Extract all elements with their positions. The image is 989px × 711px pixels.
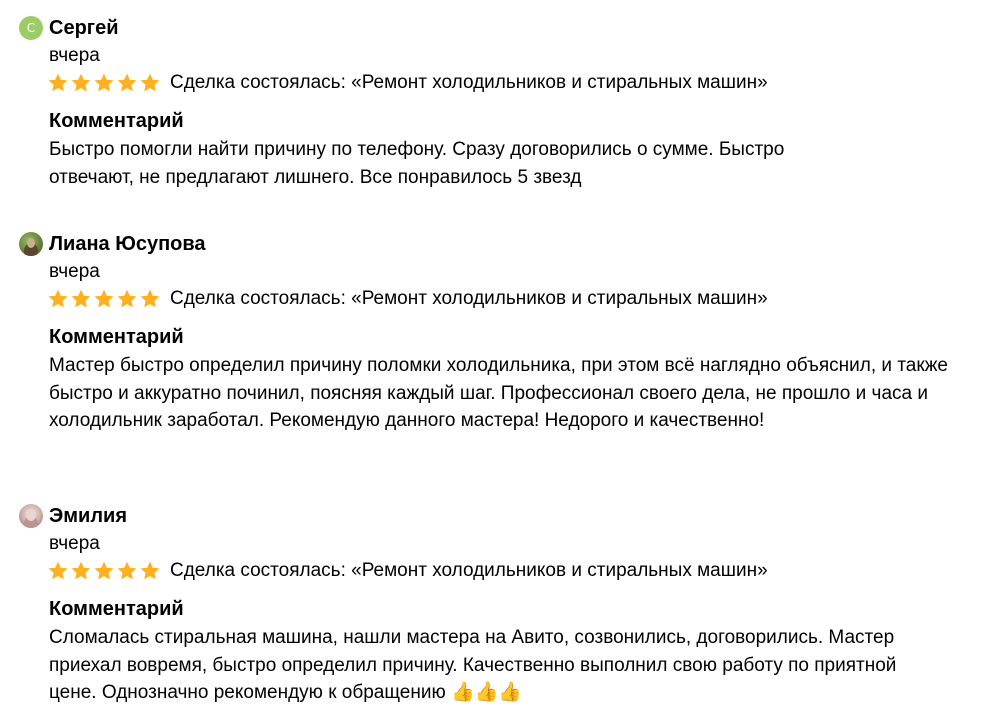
star-icon	[116, 288, 138, 310]
rating-row	[47, 558, 768, 584]
rating-stars	[47, 560, 161, 582]
comment-heading: Комментарий	[49, 110, 184, 132]
avatar-letter: С	[26, 21, 36, 35]
comment-heading: Комментарий	[49, 598, 184, 620]
avatar[interactable]	[19, 16, 43, 40]
rating-row	[47, 70, 768, 96]
star-icon	[139, 288, 161, 310]
comment-heading: Комментарий	[49, 326, 184, 348]
avatar[interactable]	[19, 504, 43, 528]
review-date: вчера	[49, 261, 100, 282]
author-name[interactable]: Эмилия	[49, 505, 127, 527]
star-icon	[116, 72, 138, 94]
comment-text: Мастер быстро определил причину поломки холодильника, при этом всё наглядно объяснил, и также быстро и аккуратно починил, поясняя каждый шаг. Профессионал своего дела, не прошло и часа и холодильник заработал. Рекомендую данного мастера! Недорого и качественно!	[49, 355, 948, 431]
review-date: вчера	[49, 45, 100, 66]
star-icon	[70, 72, 92, 94]
deal-status: Сделка состоялась: «Ремонт холодильников и стиральных машин»	[170, 72, 768, 93]
author-name[interactable]: Лиана Юсупова	[49, 233, 206, 255]
rating-stars	[47, 72, 161, 94]
star-icon	[93, 72, 115, 94]
star-icon	[93, 560, 115, 582]
deal-status: Сделка состоялась: «Ремонт холодильников и стиральных машин»	[170, 560, 768, 581]
star-icon	[47, 560, 69, 582]
deal-status: Сделка состоялась: «Ремонт холодильников и стиральных машин»	[170, 288, 768, 309]
review-author-row	[19, 503, 127, 529]
review-date: вчера	[49, 533, 100, 554]
star-icon	[93, 288, 115, 310]
star-icon	[70, 288, 92, 310]
comment-text: Быстро помогли найти причину по телефону. Сразу договорились о сумме. Быстро отвечают, не предлагают лишнего. Все понравилось 5 звезд	[49, 139, 785, 188]
author-name[interactable]: Сергей	[49, 17, 119, 39]
rating-row	[47, 286, 768, 312]
star-icon	[116, 560, 138, 582]
review-author-row	[19, 231, 206, 257]
star-icon	[139, 560, 161, 582]
star-icon	[47, 288, 69, 310]
star-icon	[139, 72, 161, 94]
rating-stars	[47, 288, 161, 310]
star-icon	[47, 72, 69, 94]
star-icon	[70, 560, 92, 582]
review-author-row	[19, 15, 119, 41]
comment-text: Сломалась стиральная машина, нашли мастера на Авито, созвонились, договорились. Мастер приехал вовремя, быстро определил причину. Качественно выполнил свою работу по приятной цене. Однозначно рекомендую к обращению 👍👍👍	[49, 627, 897, 703]
avatar[interactable]	[19, 232, 43, 256]
